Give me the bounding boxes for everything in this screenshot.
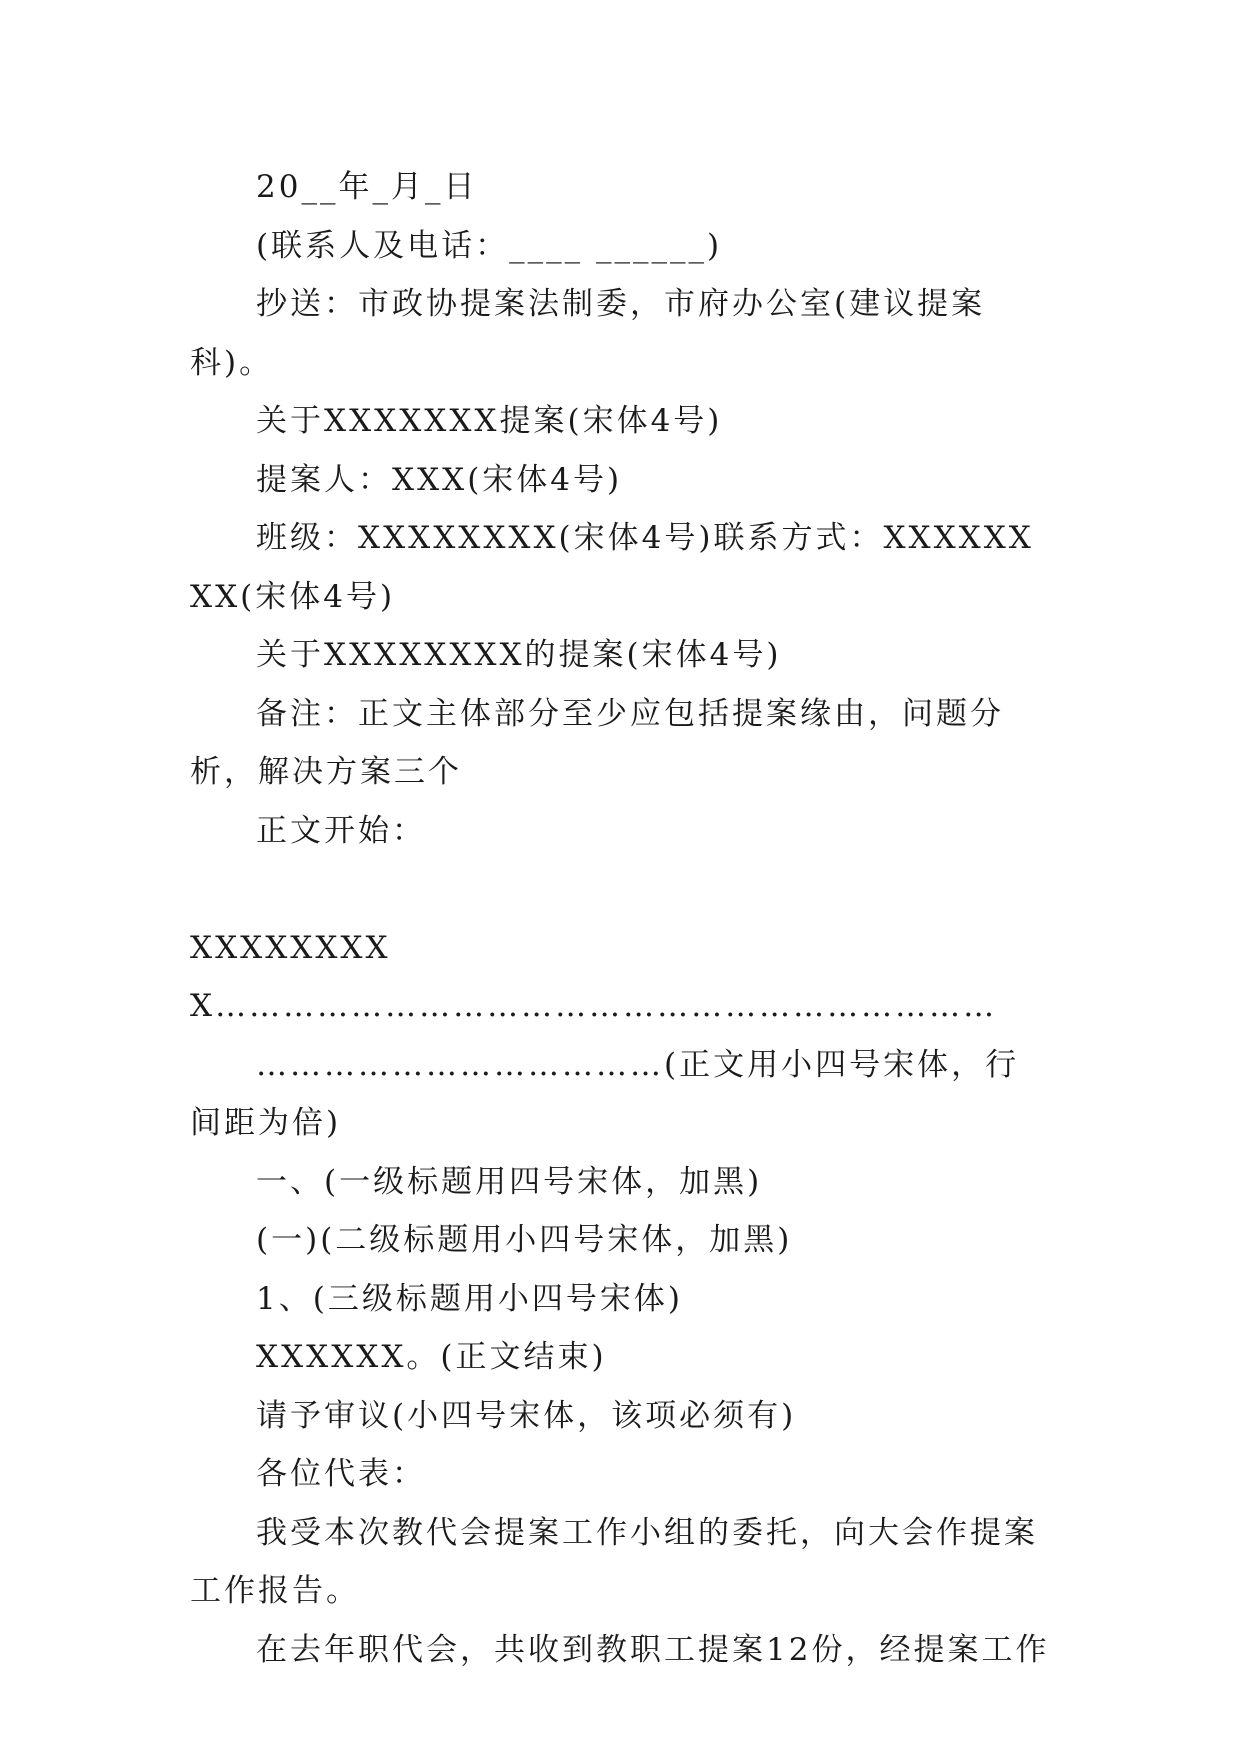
body-end-line: XXXXXX。(正文结束): [256, 1339, 607, 1375]
body-format-note: ………………………………(正文用小四号宋体，行间距为倍): [190, 1046, 1020, 1141]
proposer-line: 提案人：XXX(宋体4号): [256, 461, 623, 498]
cc-line: 抄送：市政协提案法制委，市府办公室(建议提案科)。: [190, 286, 986, 381]
salutation: 各位代表：: [256, 1456, 426, 1492]
remark-line: 备注：正文主体部分至少应包括提案缘由，问题分析，解决方案三个: [190, 695, 1004, 790]
body-start-label: 正文开始：: [256, 812, 426, 849]
proposal-title: 关于XXXXXXX提案(宋体4号): [256, 403, 723, 439]
report-intro: 我受本次教代会提案工作小组的委托，向大会作提案工作报告。: [190, 1514, 1038, 1609]
heading-level-2: (一)(二级标题用小四号宋体，加黑): [256, 1222, 793, 1258]
heading-level-1: 一、(一级标题用四号宋体，加黑): [256, 1163, 763, 1200]
blank-line: [190, 860, 1050, 919]
contact-line: (联系人及电话：____ ______): [256, 227, 723, 264]
class-contact-line: 班级：XXXXXXXX(宋体4号)联系方式：XXXXXXXX(宋体4号): [190, 520, 1034, 615]
proposal-subject: 关于XXXXXXXX的提案(宋体4号): [256, 637, 782, 673]
review-request: 请予审议(小四号宋体，该项必须有): [256, 1397, 797, 1434]
report-body-start: 在去年职代会，共收到教职工提案12份，经提案工作: [256, 1631, 1050, 1668]
heading-level-3: 1、(三级标题用小四号宋体): [256, 1280, 683, 1317]
body-placeholder-line: XXXXXXXXX……………………………………………………………: [190, 929, 998, 1024]
document-body: [190, 158, 1050, 1679]
date-line: 20__年_月_日: [256, 169, 478, 205]
